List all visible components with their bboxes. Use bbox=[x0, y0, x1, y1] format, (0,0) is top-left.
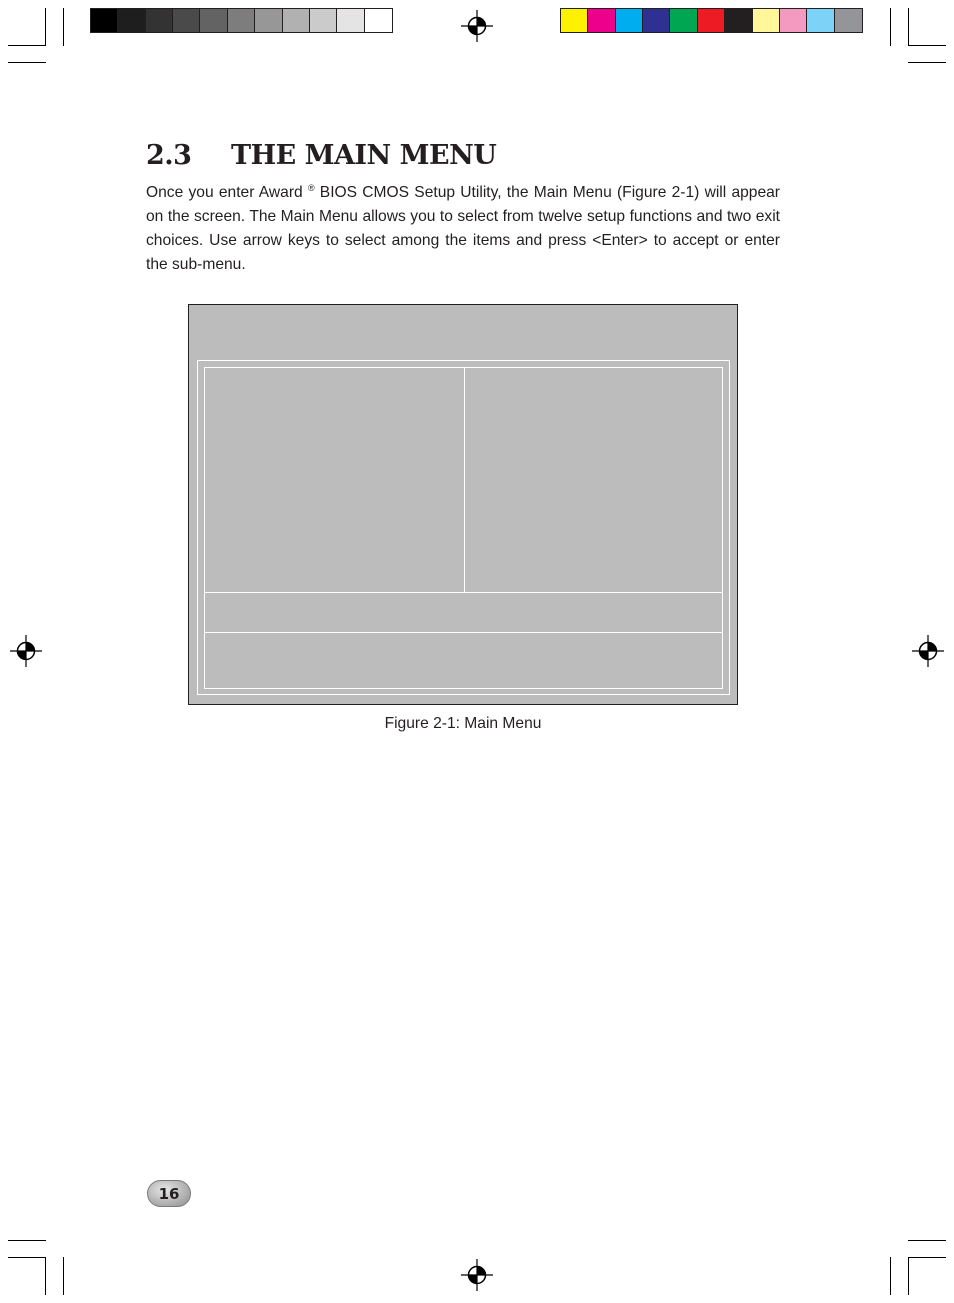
color-swatch bbox=[561, 9, 588, 32]
section-number: 2.3 bbox=[146, 140, 192, 171]
color-swatch bbox=[835, 9, 862, 32]
color-swatch bbox=[310, 9, 337, 32]
figure-inner-frame bbox=[204, 367, 723, 689]
color-swatch bbox=[91, 9, 118, 32]
color-swatch bbox=[283, 9, 310, 32]
color-swatch bbox=[255, 9, 282, 32]
registration-mark-icon bbox=[461, 10, 493, 42]
figure-column-divider bbox=[464, 368, 465, 593]
figure-outer-frame bbox=[197, 360, 730, 695]
section-heading bbox=[146, 140, 496, 171]
color-swatch bbox=[780, 9, 807, 32]
section-title: THE MAIN MENU bbox=[231, 140, 497, 171]
color-swatch bbox=[146, 9, 173, 32]
figure-row-divider bbox=[205, 592, 722, 593]
color-swatch bbox=[616, 9, 643, 32]
figure-caption: Figure 2-1: Main Menu bbox=[384, 715, 542, 732]
intro-text-start: Once you enter Award bbox=[146, 184, 308, 201]
registered-trademark-mark: ® bbox=[307, 183, 315, 193]
registration-mark-icon bbox=[912, 635, 944, 667]
bios-main-menu-figure bbox=[188, 304, 738, 705]
color-swatch bbox=[643, 9, 670, 32]
color-swatch bbox=[118, 9, 145, 32]
color-swatch bbox=[228, 9, 255, 32]
color-calibration-bar bbox=[560, 8, 863, 33]
color-swatch bbox=[365, 9, 392, 32]
registration-mark-icon bbox=[461, 1259, 493, 1291]
figure-row-divider bbox=[205, 632, 722, 633]
color-swatch bbox=[698, 9, 725, 32]
color-swatch bbox=[588, 9, 615, 32]
page-number: 16 bbox=[158, 1184, 180, 1203]
color-swatch bbox=[337, 9, 364, 32]
color-swatch bbox=[670, 9, 697, 32]
color-swatch bbox=[807, 9, 834, 32]
color-swatch bbox=[173, 9, 200, 32]
color-swatch bbox=[725, 9, 752, 32]
intro-text-rest: BIOS CMOS Setup Utility, the Main Menu (Figure 2-1) will appear on the screen. The Main Menu allows you to select from twelve setup functions and two exit choices. Use arrow keys to select among the items and press <Enter> to accept or enter the sub-menu. bbox=[146, 184, 781, 273]
color-swatch bbox=[753, 9, 780, 32]
registration-mark-icon bbox=[10, 635, 42, 667]
page-number-badge bbox=[147, 1180, 191, 1207]
intro-paragraph bbox=[146, 176, 780, 277]
color-swatch bbox=[200, 9, 227, 32]
grey-calibration-bar bbox=[90, 8, 393, 33]
